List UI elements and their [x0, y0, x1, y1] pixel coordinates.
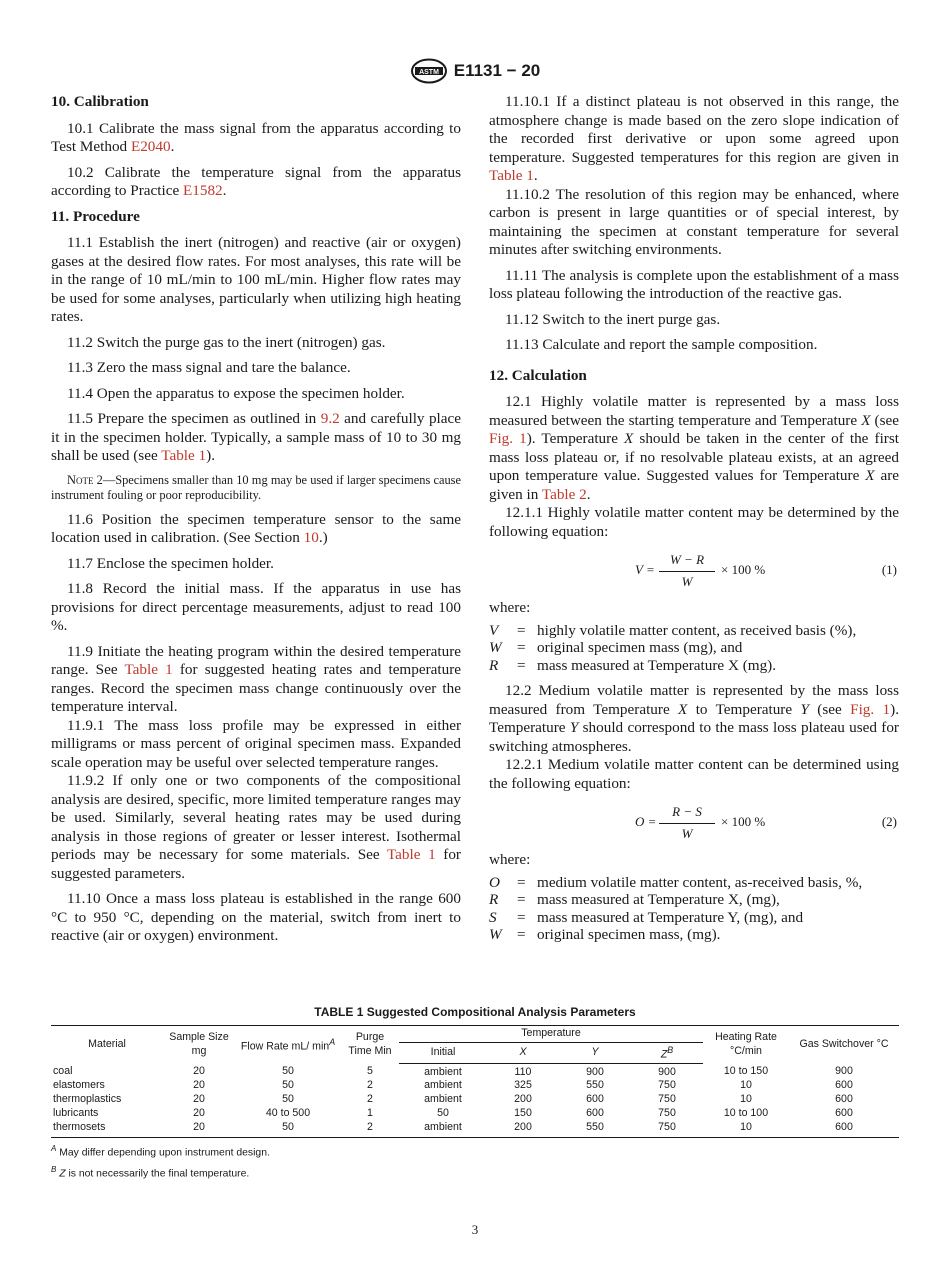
table-cell: 600	[586, 1106, 604, 1119]
table-cell: 10	[740, 1093, 752, 1106]
link-9-2[interactable]: 9.2	[320, 410, 340, 427]
table-1-caption: TABLE 1 Suggested Compositional Analysis Parameters	[314, 1005, 636, 1019]
table-cell: 10 to 150	[723, 1065, 769, 1078]
table-cell: 900	[586, 1065, 604, 1078]
table-cell: thermosets	[51, 1121, 163, 1137]
table-cell: 200	[514, 1093, 532, 1106]
table-cell: 750	[658, 1106, 676, 1119]
where-item	[489, 639, 899, 657]
page-number: 3	[471, 1222, 479, 1237]
table-cell: 750	[658, 1079, 676, 1092]
table-cell: 600	[835, 1106, 853, 1119]
table-cell: 325	[514, 1079, 532, 1092]
col-header-sample: Sample Size mg	[163, 1026, 235, 1064]
table-cell: 5	[367, 1065, 373, 1078]
table-cell: lubricants	[53, 1106, 99, 1119]
where-label-2: where:	[489, 851, 531, 868]
link-e2040[interactable]: E2040	[130, 138, 171, 155]
link-e1582[interactable]: E1582	[183, 182, 223, 199]
where-desc: mass measured at Temperature Y, (mg), and	[537, 908, 804, 926]
table-cell: 600	[586, 1093, 604, 1106]
col-header-purge: Purge Time Min	[341, 1026, 399, 1064]
where-item	[489, 874, 899, 892]
col-header-x: X	[487, 1042, 559, 1063]
table-cell: coal	[53, 1065, 73, 1078]
table-row	[51, 1121, 899, 1137]
section-12-title: 12. Calculation	[489, 366, 587, 384]
col-header-initial: Initial	[399, 1042, 487, 1063]
para-11-8: 11.8 Record the initial mass. If the apparatus in use has provisions for direct percentage measurements, adjust to read 100 %.	[51, 580, 461, 634]
para-11-2: 11.2 Switch the purge gas to the inert (nitrogen) gas.	[67, 333, 386, 351]
where-list-2	[489, 874, 899, 944]
where-label-1: where:	[489, 599, 531, 616]
where-desc: original specimen mass, (mg).	[537, 926, 721, 943]
table-cell: 200	[487, 1121, 559, 1137]
para-12-2-1: 12.2.1 Medium volatile matter content can be determined using the following equation:	[489, 756, 899, 792]
where-item	[489, 622, 899, 640]
table-row	[51, 1079, 899, 1093]
table-cell: 600	[835, 1093, 853, 1106]
para-12-2: 12.2 Medium volatile matter is represented by the mass loss measured from Temperature X to Temperature Y (see Fig. 1). Temperature Y should correspond to the mass loss plateau used for switching atmospheres.	[489, 682, 899, 755]
link-fig-1[interactable]: Fig. 1	[489, 430, 527, 447]
table-cell: 1	[367, 1106, 373, 1119]
para-11-4: 11.4 Open the apparatus to expose the specimen holder.	[67, 384, 405, 402]
table-cell: 50	[282, 1093, 294, 1106]
table-cell: 550	[586, 1079, 604, 1092]
para-11-5: 11.5 Prepare the specimen as outlined in 9.2 and carefully place it in the specimen holder. Typically, a sample mass of 10 to 30 mg shall be used (see Table 1).	[51, 410, 461, 464]
table-cell: elastomers	[53, 1079, 105, 1092]
table-cell: 40 to 500	[265, 1106, 311, 1119]
right-column	[489, 93, 899, 944]
para-10-2: 10.2 Calibrate the temperature signal from the apparatus according to Practice E1582.	[51, 163, 461, 199]
where-var: R	[489, 891, 499, 908]
table-cell: 2	[367, 1079, 373, 1092]
astm-logo-icon	[410, 58, 448, 84]
equation-2: O = $\frac{R - S}{W}$ × 100 % (2)	[635, 804, 897, 841]
table-cell: 10	[740, 1079, 752, 1092]
left-column	[51, 93, 461, 953]
table-cell: 600	[835, 1079, 853, 1092]
col-header-temperature: Temperature	[399, 1026, 703, 1043]
table-cell: 750	[631, 1121, 703, 1137]
table-cell: 110	[514, 1065, 532, 1078]
col-header-material: Material	[51, 1026, 163, 1064]
link-table-1[interactable]: Table 1	[386, 846, 436, 863]
where-eq: =	[517, 621, 526, 639]
table-row	[51, 1063, 899, 1079]
para-11-10-1: 11.10.1 If a distinct plateau is not observed in this range, the atmosphere change is made based on the zero slope indication of the recorded first derivative or upon some agreed upon temperature. Suggested temperatures for this region are given in Table 1.	[489, 93, 899, 184]
where-eq: =	[517, 926, 526, 943]
where-item	[489, 926, 899, 944]
para-10-1: 10.1 Calibrate the mass signal from the apparatus according to Test Method E2040.	[51, 119, 461, 155]
table-cell: 50	[282, 1065, 294, 1078]
document-code: E1131 − 20	[453, 61, 541, 80]
table-cell: 20	[193, 1079, 205, 1092]
link-table-1[interactable]: Table 1	[161, 447, 207, 464]
para-12-1-1: 12.1.1 Highly volatile matter content may be determined by the following equation:	[489, 504, 899, 540]
where-item	[489, 657, 899, 675]
where-var: W	[489, 926, 502, 943]
link-fig-1[interactable]: Fig. 1	[850, 700, 891, 718]
para-11-13: 11.13 Calculate and report the sample composition.	[505, 336, 818, 353]
section-10-title: 10. Calibration	[51, 93, 149, 110]
table-cell: 10 to 100	[723, 1106, 769, 1119]
table-cell: ambient	[424, 1079, 462, 1092]
where-eq: =	[517, 639, 526, 656]
where-desc: highly volatile matter content, as received basis (%),	[537, 621, 857, 639]
para-11-9-1: 11.9.1 The mass loss profile may be expressed in either milligrams or mass percent of original specimen mass. Expanded scale operation may be useful over selected temperature ranges.	[51, 716, 461, 771]
table-row	[51, 1107, 899, 1121]
col-header-y: Y	[559, 1042, 631, 1063]
table-cell: 900	[835, 1065, 853, 1078]
table-cell: 20	[193, 1065, 205, 1078]
col-header-z: $Z^B$	[631, 1042, 703, 1063]
equation-1: V = $\frac{W - R}{W}$ × 100 % (1)	[635, 552, 897, 589]
where-var: W	[489, 639, 502, 656]
table-cell: 2	[367, 1093, 373, 1106]
note-2: Note 2—Specimens smaller than 10 mg may be used if larger specimens cause instrument fouling or poor reproducibility.	[51, 472, 461, 502]
table-cell: ambient	[424, 1065, 462, 1078]
para-11-9-2: 11.9.2 If only one or two components of the compositional analysis are desired, specific, more limited temperature ranges may be used. Similarly, several heating rates may be used during analysis in those regions of greater or lesser interest. Isothermal periods may be necessary for some materials. See Table 1 for suggested parameters.	[51, 772, 461, 882]
para-11-6: 11.6 Position the specimen temperature sensor to the same location used in calibration. (See Section 10.)	[51, 510, 461, 546]
section-11-title: 11. Procedure	[51, 207, 140, 225]
para-11-10-2: 11.10.2 The resolution of this region may be enhanced, where carbon is present in large quantities or of special interest, by maintaining the specimen at constant temperature for several minutes after switching environments.	[489, 185, 899, 258]
table-cell: 600	[789, 1121, 899, 1137]
link-section-10[interactable]: 10	[303, 529, 319, 546]
where-desc: mass measured at Temperature X, (mg),	[537, 891, 780, 908]
table-cell: ambient	[399, 1121, 487, 1137]
table-cell: 50	[437, 1106, 449, 1119]
table-cell: 20	[163, 1121, 235, 1137]
svg-text:ASTM: ASTM	[418, 68, 439, 76]
where-eq: =	[517, 873, 526, 891]
para-11-9: 11.9 Initiate the heating program within the desired temperature range. See Table 1 for suggested heating rates and temperature ranges. Record the specimen mass change continuously over the temperature interval.	[51, 642, 461, 715]
col-header-gas: Gas Switchover °C	[789, 1026, 899, 1064]
where-item	[489, 909, 899, 927]
footnote-a: $^A$ May differ depending upon instrument design.	[51, 1143, 270, 1158]
table-cell: 50	[282, 1079, 294, 1092]
where-desc: mass measured at Temperature X (mg).	[537, 656, 777, 674]
table-cell: 550	[559, 1121, 631, 1137]
where-list-1	[489, 622, 899, 675]
table-cell: thermoplastics	[53, 1093, 122, 1106]
link-table-1[interactable]: Table 1	[489, 167, 534, 184]
table-1	[51, 1005, 899, 1180]
table-cell: 900	[658, 1065, 676, 1078]
where-var: O	[489, 873, 500, 891]
para-11-3: 11.3 Zero the mass signal and tare the balance.	[67, 359, 351, 376]
para-12-1: 12.1 Highly volatile matter is represented by a mass loss measured between the starting temperature and Temperature X (see Fig. 1). Temperature X should be taken in the center of the first mass loss plateau or, if no resolvable plateau exists, at an agreed upon temperature value. Suggested values for Temperature X are given in Table 2.	[489, 393, 900, 503]
para-11-7: 11.7 Enclose the specimen holder.	[67, 554, 274, 572]
where-eq: =	[517, 908, 526, 926]
where-eq: =	[517, 891, 526, 908]
link-table-2[interactable]: Table 2	[541, 485, 587, 503]
table-cell: ambient	[424, 1093, 462, 1106]
where-desc: original specimen mass (mg), and	[537, 639, 743, 656]
para-11-12: 11.12 Switch to the inert purge gas.	[505, 310, 721, 328]
where-var: V	[489, 621, 499, 639]
table-cell: 10	[703, 1121, 789, 1137]
para-11-1: 11.1 Establish the inert (nitrogen) and reactive (air or oxygen) gases at the desired flow rates. For most analyses, this rate will be in the range of 10 mL/min to 100 mL/min. Higher flow rates may be used for some analyses, particularly when utilizing high heating rates.	[51, 234, 461, 325]
col-header-heating: Heating Rate °C/min	[703, 1026, 789, 1064]
where-var: S	[489, 908, 497, 926]
link-table-1[interactable]: Table 1	[124, 661, 173, 678]
table-cell: 20	[193, 1093, 205, 1106]
table-row	[51, 1093, 899, 1107]
table-cell: 2	[341, 1121, 399, 1137]
table-cell: 20	[193, 1106, 205, 1119]
table-cell: 50	[235, 1121, 341, 1137]
table-1-grid	[51, 1025, 899, 1138]
where-eq: =	[517, 656, 526, 674]
table-cell: 750	[658, 1093, 676, 1106]
where-var: R	[489, 656, 499, 674]
where-item	[489, 891, 899, 909]
footnote-b: $^B$ Z is not necessarily the final temperature.	[51, 1164, 250, 1180]
page-header	[0, 58, 950, 84]
table-cell: 150	[514, 1106, 532, 1119]
where-desc: medium volatile matter content, as-received basis, %,	[537, 873, 863, 891]
col-header-flow: Flow Rate mL/ $\min^A$	[235, 1026, 341, 1064]
para-11-10: 11.10 Once a mass loss plateau is established in the range 600 °C to 950 °C, depending on the material, switch from inert to reactive (air or oxygen) environment.	[51, 890, 461, 944]
para-11-11: 11.11 The analysis is complete upon the establishment of a mass loss plateau following the introduction of the reactive gas.	[489, 266, 899, 302]
